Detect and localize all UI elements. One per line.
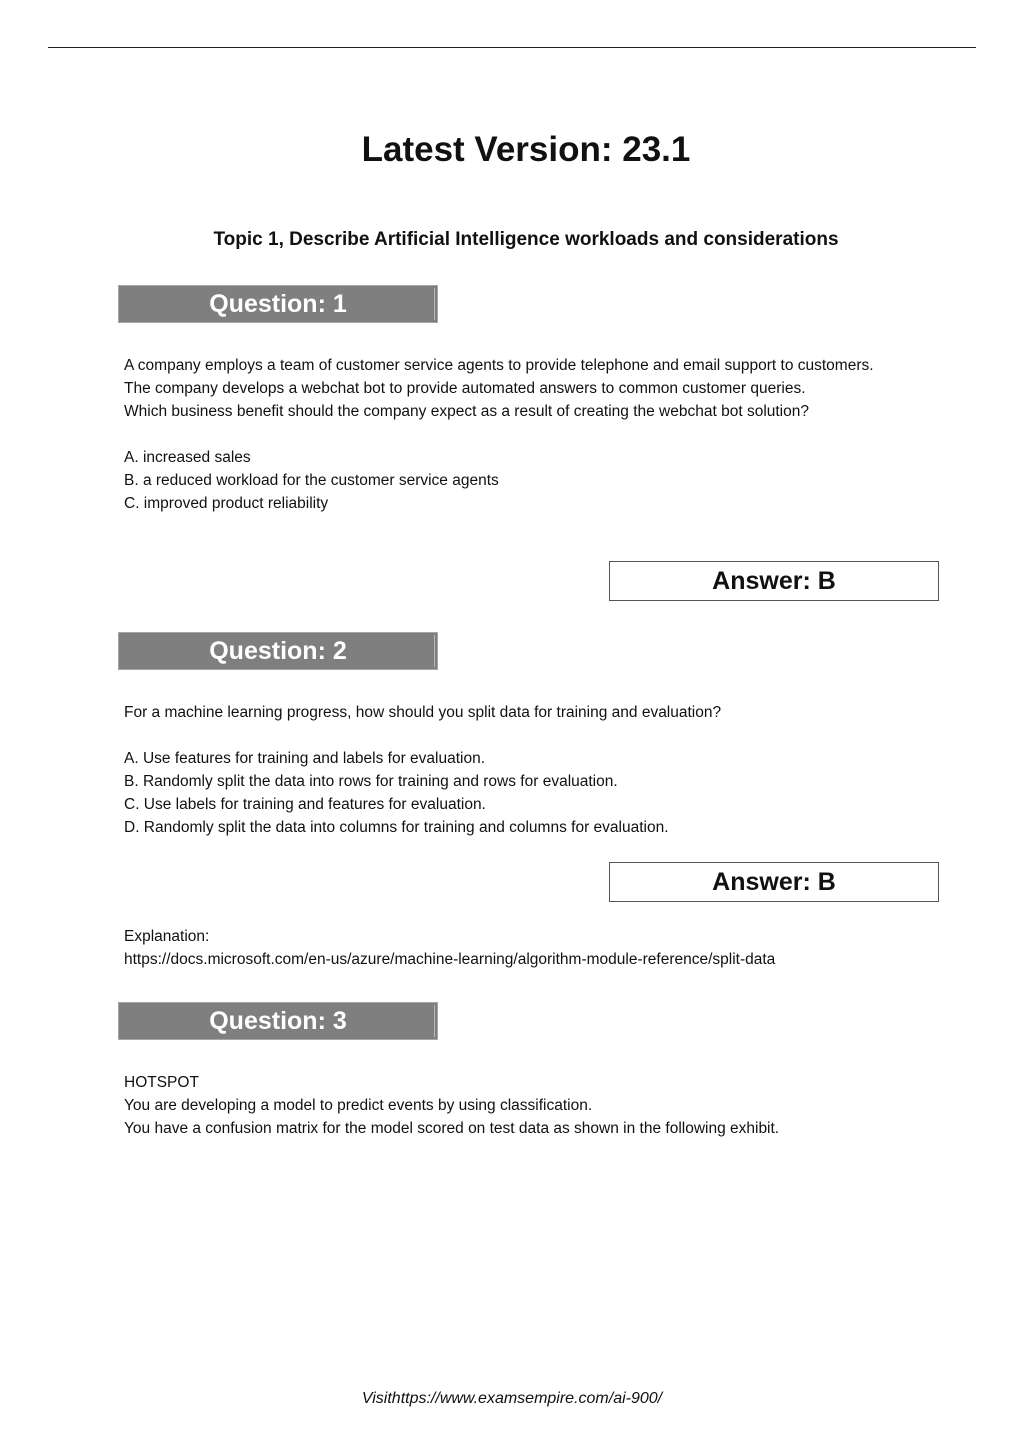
topic-heading: Topic 1, Describe Artificial Intelligence workloads and considerations: [213, 229, 839, 250]
question-1-body-line: The company develops a webchat bot to provide automated answers to common customer queries.: [124, 380, 806, 397]
question-2-option-c: C. Use labels for training and features for evaluation.: [124, 796, 486, 813]
question-2-option-a: A. Use features for training and labels for evaluation.: [124, 750, 486, 767]
question-2-text: [124, 701, 914, 839]
question-1-option-c: C. improved product reliability: [124, 495, 329, 512]
question-1-body-line: Which business benefit should the company expect as a result of creating the webchat bot solution?: [124, 403, 809, 420]
question-3-body-line: You are developing a model to predict events by using classification.: [124, 1097, 593, 1114]
top-rule: [48, 47, 976, 48]
question-1-banner: Question: 1: [118, 285, 438, 323]
question-2-option-d: D. Randomly split the data into columns for training and columns for evaluation.: [124, 819, 669, 836]
footer-link[interactable]: Visithttps://www.examsempire.com/ai-900/: [361, 1390, 663, 1407]
question-2-body-line: For a machine learning progress, how should you split data for training and evaluation?: [124, 704, 722, 721]
question-1-body-line: A company employs a team of customer service agents to provide telephone and email support to customers.: [124, 357, 874, 374]
question-1-option-b: B. a reduced workload for the customer service agents: [124, 472, 499, 489]
explanation-link[interactable]: https://docs.microsoft.com/en-us/azure/machine-learning/algorithm-module-reference/split-data: [124, 951, 776, 968]
question-3-body-line: HOTSPOT: [124, 1074, 199, 1091]
question-1-answer: Answer: B: [609, 561, 939, 601]
question-1-option-a: A. increased sales: [124, 449, 251, 466]
question-1-text: [124, 354, 914, 515]
question-2-answer: Answer: B: [609, 862, 939, 902]
explanation-label: Explanation:: [124, 928, 210, 945]
question-2-option-b: B. Randomly split the data into rows for training and rows for evaluation.: [124, 773, 618, 790]
question-3-text: [124, 1071, 914, 1140]
question-2-explanation: [124, 925, 914, 971]
question-3-banner: Question: 3: [118, 1002, 438, 1040]
question-3-body-line: You have a confusion matrix for the model scored on test data as shown in the following exhibit.: [124, 1120, 780, 1137]
page-title: Latest Version: 23.1: [361, 130, 691, 169]
question-2-banner: Question: 2: [118, 632, 438, 670]
